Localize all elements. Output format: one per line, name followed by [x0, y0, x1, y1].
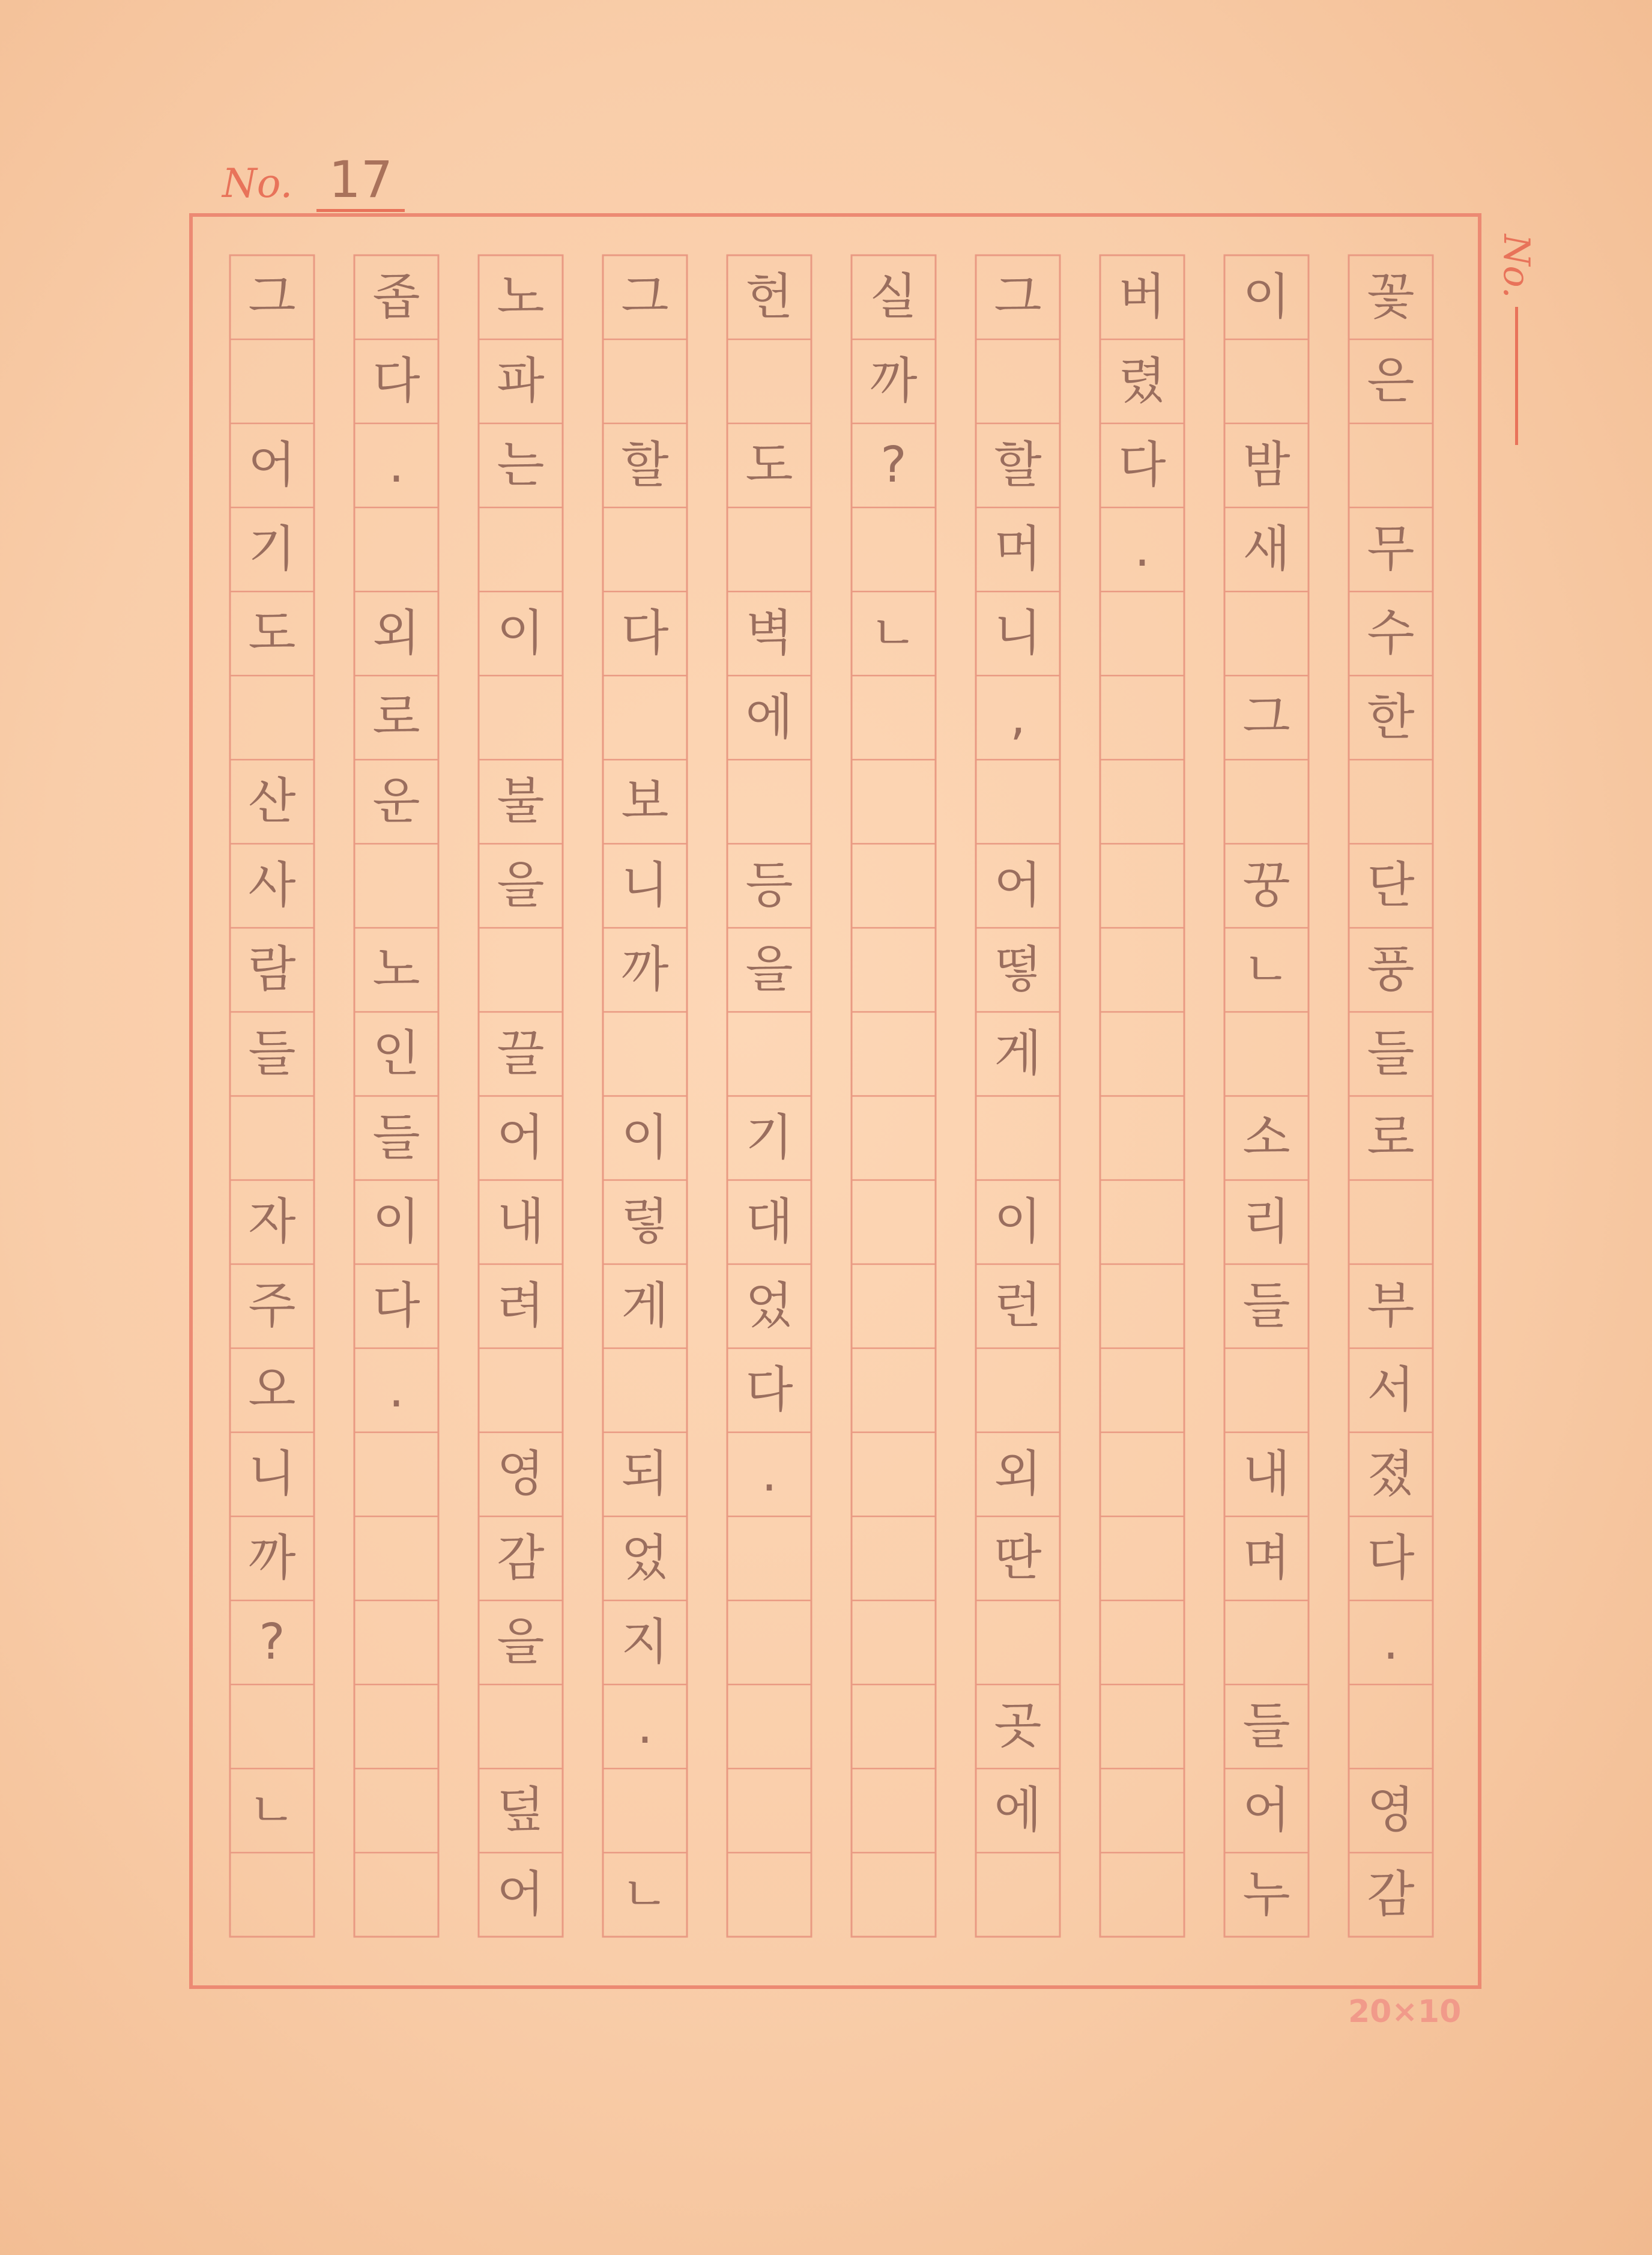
- manuscript-char: 에: [994, 1782, 1042, 1839]
- manuscript-char: 게: [994, 1025, 1042, 1082]
- manuscript-char: 영: [497, 1445, 545, 1503]
- manuscript-char: 감: [1367, 1866, 1415, 1923]
- manuscript-char: 어: [497, 1866, 545, 1923]
- manuscript-char: 새: [1242, 521, 1290, 578]
- manuscript-char: 리: [1242, 1193, 1290, 1250]
- manuscript-char: 되: [621, 1445, 669, 1503]
- manuscript-char: 인: [372, 1025, 420, 1082]
- manuscript-char: ㄴ: [621, 1866, 669, 1923]
- side-number-prefix: No.: [1495, 234, 1537, 298]
- manuscript-char: 지: [621, 1614, 669, 1671]
- manuscript-char: 외: [372, 605, 420, 662]
- manuscript-char: 외: [994, 1445, 1042, 1503]
- manuscript-char: 버: [1118, 268, 1166, 325]
- manuscript-char: 들: [372, 1109, 420, 1166]
- manuscript-char: 이: [372, 1193, 420, 1250]
- manuscript-char: 다: [1367, 1530, 1415, 1587]
- manuscript-char: 주: [248, 1277, 296, 1334]
- manuscript-char: 할: [994, 437, 1042, 494]
- manuscript-char: 들: [1242, 1698, 1290, 1755]
- manuscript-char: 기: [248, 521, 296, 578]
- manuscript-char: 그: [621, 268, 669, 325]
- manuscript-char: 끌: [497, 1025, 545, 1082]
- manuscript-char: 벽: [745, 605, 793, 662]
- manuscript-char: 그: [248, 268, 296, 325]
- manuscript-char: 자: [248, 1193, 296, 1250]
- manuscript-char: 대: [745, 1193, 793, 1250]
- manuscript-char: 들: [1367, 1025, 1415, 1082]
- manuscript-char: 어: [497, 1109, 545, 1166]
- manuscript-char: 이: [994, 1193, 1042, 1250]
- manuscript-char: 다: [1118, 437, 1166, 494]
- manuscript-char: 들: [1242, 1277, 1290, 1334]
- manuscript-char: 는: [497, 437, 545, 494]
- manuscript-char: 수: [1367, 605, 1415, 662]
- manuscript-char: 런: [994, 1277, 1042, 1334]
- manuscript-char: 머: [994, 521, 1042, 578]
- manuscript-char: 까: [248, 1530, 296, 1587]
- manuscript-char: ,: [1009, 689, 1026, 746]
- manuscript-char: 영: [1367, 1782, 1415, 1839]
- manuscript-char: 떻: [994, 941, 1042, 998]
- manuscript-char: 실: [870, 268, 918, 325]
- manuscript-char: 니: [621, 857, 669, 914]
- manuscript-char: 사: [248, 857, 296, 914]
- manuscript-char: 니: [994, 605, 1042, 662]
- manuscript-char: 불: [497, 773, 545, 830]
- manuscript-char: ㄴ: [1242, 941, 1290, 998]
- manuscript-char: .: [388, 437, 405, 494]
- manuscript-char: 다: [372, 1277, 420, 1334]
- manuscript-char: 한: [1367, 689, 1415, 746]
- manuscript-char: ?: [259, 1614, 285, 1671]
- manuscript-char: 덮: [497, 1782, 545, 1839]
- manuscript-char: .: [1134, 521, 1151, 578]
- manuscript-char: 도: [745, 437, 793, 494]
- manuscript-char: 꽃: [1367, 268, 1415, 325]
- manuscript-char: 운: [372, 773, 420, 830]
- manuscript-char: 었: [745, 1277, 793, 1334]
- manuscript-char: 까: [621, 941, 669, 998]
- manuscript-char: 어: [248, 437, 296, 494]
- manuscript-char: .: [1382, 1614, 1399, 1671]
- manuscript-char: 등: [745, 857, 793, 914]
- manuscript-char: 니: [248, 1445, 296, 1503]
- manuscript-char: 까: [870, 353, 918, 410]
- manuscript-char: 도: [248, 605, 296, 662]
- manuscript-char: 졌: [1367, 1445, 1415, 1503]
- manuscript-char: 풍: [1367, 941, 1415, 998]
- manuscript-char: 다: [372, 353, 420, 410]
- manuscript-char: .: [637, 1698, 653, 1755]
- manuscript-char: 딴: [994, 1530, 1042, 1587]
- manuscript-char: 렇: [621, 1193, 669, 1250]
- manuscript-char: 었: [621, 1530, 669, 1587]
- manuscript-char: 게: [621, 1277, 669, 1334]
- manuscript-char: 부: [1367, 1277, 1415, 1334]
- manuscript-char: 산: [248, 773, 296, 830]
- manuscript-char: 누: [1242, 1866, 1290, 1923]
- manuscript-char: 좁: [372, 268, 420, 325]
- manuscript-char: 소: [1242, 1109, 1290, 1166]
- manuscript-char: 파: [497, 353, 545, 410]
- manuscript-char: 렸: [1118, 353, 1166, 410]
- page-number-prefix: No.: [222, 160, 293, 207]
- manuscript-char: 노: [372, 941, 420, 998]
- manuscript-char: 이: [1242, 268, 1290, 325]
- manuscript-char: 오: [248, 1361, 296, 1418]
- manuscript-char: 에: [745, 689, 793, 746]
- manuscript-char: 노: [497, 268, 545, 325]
- manuscript-char: 을: [497, 1614, 545, 1671]
- manuscript-char: 할: [621, 437, 669, 494]
- manuscript-char: 들: [248, 1025, 296, 1082]
- manuscript-char: 로: [372, 689, 420, 746]
- manuscript-char: 어: [994, 857, 1042, 914]
- manuscript-char: 이: [621, 1109, 669, 1166]
- manuscript-char: 기: [745, 1109, 793, 1166]
- manuscript-char: 밤: [1242, 437, 1290, 494]
- manuscript-char: 단: [1367, 857, 1415, 914]
- manuscript-char: 내: [1242, 1445, 1290, 1503]
- manuscript-char: 어: [1242, 1782, 1290, 1839]
- manuscript-char: 그: [1242, 689, 1290, 746]
- manuscript-char: .: [761, 1445, 778, 1503]
- manuscript-char: 려: [497, 1277, 545, 1334]
- manuscript-char: .: [388, 1361, 405, 1418]
- manuscript-char: 며: [1242, 1530, 1290, 1587]
- manuscript-char: 내: [497, 1193, 545, 1250]
- sheet-format-stamp: 20×10: [1348, 1994, 1462, 2030]
- manuscript-char: 을: [497, 857, 545, 914]
- manuscript-char: 은: [1367, 353, 1415, 410]
- manuscript-char: 꿍: [1242, 857, 1290, 914]
- manuscript-char: 무: [1367, 521, 1415, 578]
- manuscript-char: 보: [621, 773, 669, 830]
- manuscript-char: 헌: [745, 268, 793, 325]
- manuscript-char: 을: [745, 941, 793, 998]
- manuscript-char: 곳: [994, 1698, 1042, 1755]
- manuscript-char: 감: [497, 1530, 545, 1587]
- manuscript-char: 이: [497, 605, 545, 662]
- manuscript-char: 로: [1367, 1109, 1415, 1166]
- manuscript-char: 그: [994, 268, 1042, 325]
- manuscript-char: 다: [745, 1361, 793, 1418]
- manuscript-char: ?: [880, 437, 907, 494]
- page-number-value: 17: [316, 150, 405, 212]
- manuscript-char: 다: [621, 605, 669, 662]
- manuscript-char: 람: [248, 941, 296, 998]
- manuscript-char: ㄴ: [870, 605, 918, 662]
- manuscript-char: 서: [1367, 1361, 1415, 1418]
- manuscript-char: ㄴ: [248, 1782, 296, 1839]
